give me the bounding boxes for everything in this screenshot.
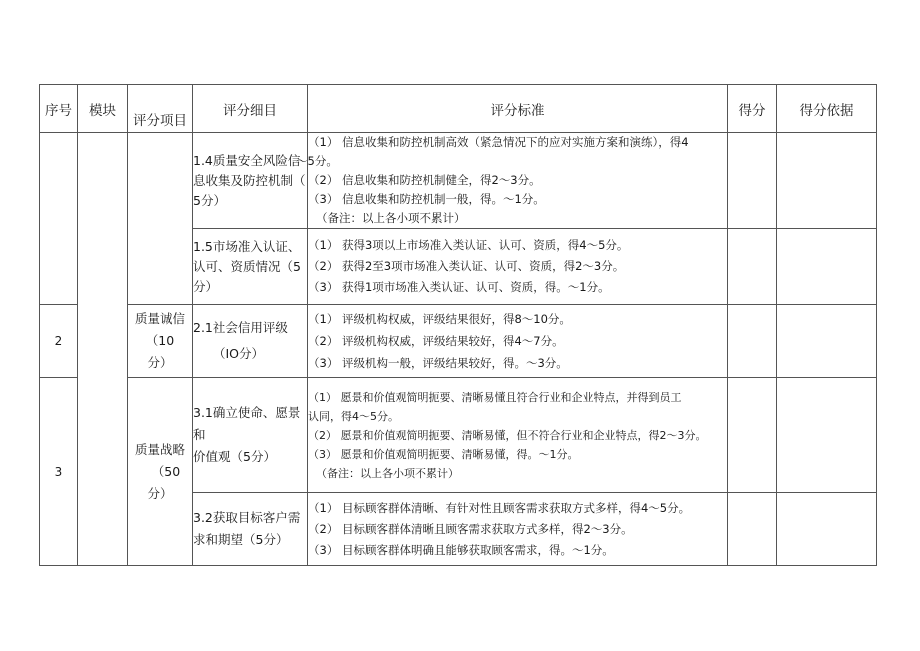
- header-detail: 评分细目: [193, 85, 308, 133]
- header-basis: 得分依据: [777, 85, 877, 133]
- detail-cell: [193, 378, 308, 493]
- basis-cell[interactable]: [777, 305, 877, 378]
- criteria-line: （3） 目标顾客群体明确且能够获取顾客需求，得。〜1分。: [308, 542, 614, 557]
- detail-line: 1.4质量安全风险信: [193, 152, 301, 168]
- item-line: 质量诚信: [134, 311, 185, 326]
- header-item: 评分项目: [128, 85, 193, 133]
- header-row: [40, 85, 877, 133]
- detail-line: 求和期望（5分）: [193, 532, 289, 547]
- item-line: 质量战略: [134, 441, 185, 457]
- detail-line: （IO分）: [213, 346, 265, 361]
- basis-cell[interactable]: [777, 133, 877, 229]
- criteria-line: （2） 获得2至3项市场准入类认证、认可、资质，得2～3分。: [308, 259, 625, 273]
- score-cell[interactable]: [728, 493, 777, 566]
- criteria-line: （1） 愿景和价值观简明扼要、清晰易懂且符合行业和企业特点，并得到员工: [308, 390, 682, 404]
- detail-cell: [193, 493, 308, 566]
- detail-line: 5分）: [193, 192, 226, 208]
- table-row: [40, 378, 877, 493]
- detail-line: 3.1确立使命、愿景和: [193, 405, 301, 442]
- header-criteria: 评分标准: [308, 85, 728, 133]
- criteria-note: （备注：以上各小项不累计）: [316, 466, 459, 480]
- item-line: （10: [145, 333, 175, 348]
- criteria-line: （3） 获得1项市场准入类认证、认可、资质，得。〜1分。: [308, 280, 610, 294]
- num-cell: 3: [40, 378, 78, 566]
- item-cell: [128, 305, 193, 378]
- criteria-line: （3） 评级机构一般，评级结果较好，得。〜3分。: [308, 356, 568, 370]
- detail-line: 息收集及防控机制（: [193, 172, 306, 188]
- criteria-line: （3） 愿景和价值观简明扼要、清晰易懂，得。〜1分。: [308, 447, 579, 461]
- basis-cell[interactable]: [777, 229, 877, 305]
- basis-cell[interactable]: [777, 378, 877, 493]
- criteria-cell: [308, 493, 728, 566]
- item-line: （50: [151, 463, 181, 479]
- criteria-line: （2） 目标顾客群体清晰且顾客需求获取方式多样，得2～3分。: [308, 521, 633, 536]
- score-cell[interactable]: [728, 378, 777, 493]
- detail-line: 价值观（5分）: [193, 449, 276, 464]
- detail-line: 1.5市场准入认证、: [193, 238, 301, 254]
- detail-line: 3.2获取目标客户需: [193, 510, 301, 525]
- criteria-line: ～5分。: [296, 154, 338, 168]
- detail-cell: [193, 229, 308, 305]
- criteria-cell: [308, 229, 728, 305]
- detail-line: 2.1社会信用评级: [193, 320, 288, 335]
- detail-line: 分）: [193, 278, 219, 294]
- num-cell: [40, 133, 78, 305]
- criteria-line: （1） 目标顾客群体清晰、有针对性且顾客需求获取方式多样，得4～5分。: [308, 500, 691, 515]
- criteria-line: 认同，得4～5分。: [308, 409, 399, 423]
- module-cell: [78, 133, 128, 566]
- score-cell[interactable]: [728, 133, 777, 229]
- header-module: 模块: [78, 85, 128, 133]
- detail-cell: [193, 305, 308, 378]
- score-cell[interactable]: [728, 305, 777, 378]
- criteria-cell: [308, 305, 728, 378]
- table-row: [40, 133, 877, 229]
- item-cell: [128, 378, 193, 566]
- scoring-table: [39, 84, 877, 566]
- detail-cell: [193, 133, 308, 229]
- criteria-cell: [308, 378, 728, 493]
- score-cell[interactable]: [728, 229, 777, 305]
- item-line: 分）: [147, 485, 173, 501]
- header-num: 序号: [40, 85, 78, 133]
- item-cell: [128, 133, 193, 305]
- criteria-note: （备注：以上各小项不累计）: [316, 211, 466, 225]
- item-line: 分）: [147, 355, 173, 370]
- criteria-line: （2） 评级机构权威，评级结果较好，得4～7分。: [308, 334, 564, 348]
- header-score: 得分: [728, 85, 777, 133]
- criteria-line: （2） 愿景和价值观简明扼要、清晰易懂，但不符合行业和企业特点，得2～3分。: [308, 428, 707, 442]
- criteria-line: （1） 评级机构权威，评级结果很好，得8～10分。: [308, 312, 571, 326]
- num-cell: 2: [40, 305, 78, 378]
- detail-line: 认可、资质情况（5: [193, 258, 301, 274]
- basis-cell[interactable]: [777, 493, 877, 566]
- criteria-line: （2） 信息收集和防控机制健全，得2～3分。: [308, 173, 541, 187]
- table-row: [40, 305, 877, 378]
- criteria-line: （3） 信息收集和防控机制一般，得。〜1分。: [308, 192, 545, 206]
- criteria-line: （1） 信息收集和防控机制高效（紧急情况下的应对实施方案和演练），得4: [308, 135, 689, 149]
- criteria-line: （1） 获得3项以上市场准入类认证、认可、资质，得4～5分。: [308, 238, 629, 252]
- criteria-cell: [296, 133, 728, 229]
